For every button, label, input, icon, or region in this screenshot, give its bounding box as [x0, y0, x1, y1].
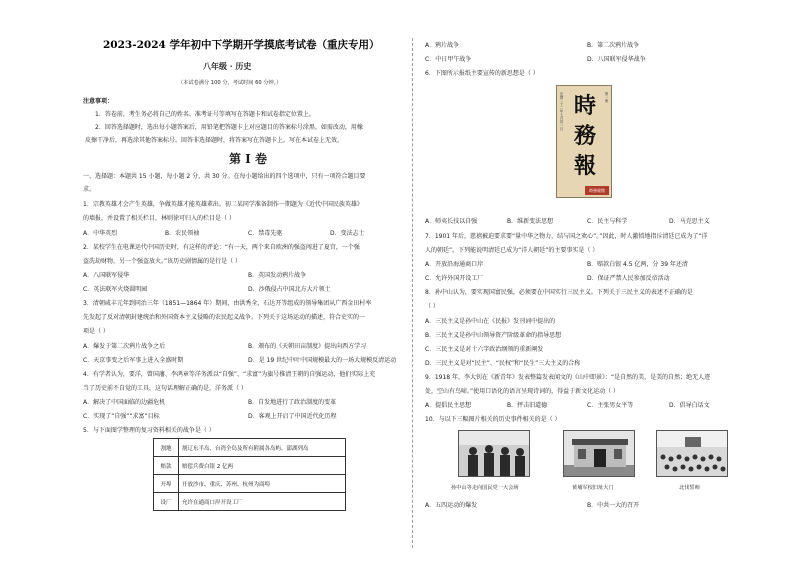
newspaper-title-char: 時 — [573, 93, 596, 119]
question-stem: 先发起了反对清朝封建统治和外国资本主义侵略的农民起义战争。下列关于这场运动的描述，符合史实的一 — [83, 314, 366, 321]
photo-caption: 北伐誓师 — [679, 485, 700, 491]
option-b: B．自发地进行了政治制度的变革 — [248, 399, 337, 406]
photo-caption: 孙中山等走向国民党一大会场 — [451, 485, 519, 491]
table-cell-header: 割地 — [154, 439, 179, 457]
column-divider — [412, 38, 413, 548]
question-stem: 9．1918 年，李大钊在《新青年》发表整篇发表闻文的《山中即景》：“是自然的美，是美的自然；绝无人迹 — [425, 374, 711, 381]
photo-caption: 黄埔军校旧址大门 — [572, 485, 614, 491]
option-c: C．天京事变之后军事上进入全盛时期 — [83, 357, 184, 364]
option-d: D．八国联军侵华战争 — [587, 56, 646, 63]
option-b: B．第二次鸦片战争 — [587, 42, 640, 49]
option-d: D．马克思主义 — [669, 218, 710, 225]
option-d: D．变法志士 — [330, 230, 365, 237]
option-a: A．三民主义是孙中山在《民报》发刊词中提出的 — [425, 318, 556, 325]
option-d: D．沙俄侵占中国北方大片领土 — [248, 286, 331, 293]
question-stem: 的墙报，并设置了相关栏目，林则徐可归入的栏目是（ ） — [83, 215, 235, 222]
newspaper-date-label: 光緒二十二年七月初一日 — [560, 92, 564, 131]
table-cell-header: 开埠 — [154, 475, 179, 493]
question-stem: 7．1901 年后，慈禧被迫要求要“量中华之物力，结与国之欢心”。”因此，时人激愤地指斥清廷已成为了“洋 — [425, 233, 708, 240]
question-stem: 10．与以下三幅图片相关的历史事件相关的是（ ） — [425, 416, 561, 423]
question-stem: 当了历史前不自觉的工具，这句话理解正确的是，洋务派（ ） — [83, 385, 247, 392]
photo-northern-expedition — [656, 430, 728, 477]
table-row — [154, 493, 346, 511]
photo-whampoa-gate — [563, 430, 635, 477]
option-d: D．三民主义是对“民主”、“民权”和“民生”三大主义的合称 — [425, 360, 581, 367]
option-c: C．英法联军火烧圆明园 — [83, 286, 148, 293]
question-stem: 处，空山有鸟啼。”使用口语化的语言呈现诗词的，得益于新文化运动（ ） — [425, 388, 620, 395]
option-a: A．鸦片战争 — [425, 42, 460, 49]
photo-delegates — [458, 430, 530, 477]
review-table — [153, 438, 346, 511]
newspaper-image — [556, 85, 612, 198]
question-stem: 盗洗劫财物，另一个强盗放火。”该历史剧情属的是行是（ ） — [83, 258, 242, 265]
option-c: C．禁毒先驱 — [248, 230, 283, 237]
section-intro: 求。 — [83, 186, 96, 193]
option-a: A．中华英烈 — [83, 230, 118, 237]
exam-subtitle: 八年级 · 历史 — [203, 61, 252, 71]
notice-item: 皮擦干净后，再选涂其他答案标号。回答非选择题时，将答案写在答题卡上。写在本试卷上无效。 — [85, 137, 344, 144]
option-d: D．保证严禁人民参加反帝活动 — [587, 275, 670, 282]
question-stem: 人的朝廷”。下列能说明清廷已成为“洋人朝廷”的主要事实是（ ） — [425, 247, 599, 254]
option-a: A．五四运动的爆发 — [425, 502, 478, 509]
table-cell: 割辽东半岛、台湾全岛及所有附属各岛屿、澎湖列岛 — [179, 439, 346, 457]
option-b: B．颁布的《天朝田亩制度》提出向西方学习 — [248, 343, 367, 350]
option-b: B．中共一大的召开 — [587, 502, 640, 509]
table-cell-header: 赔款 — [154, 457, 179, 475]
question-stem: 4．有学者认为，要洋，曾国藩、李鸿章等洋务派以“自强”、“求富”为旗号推清王朝的自强运动，他们实际上充 — [83, 371, 376, 378]
question-stem: 1．宗教英雄才会产生英雄，争做英雄才能英雄辈出。初二某同学准备制作一期题为《近代中国民族英雄》 — [83, 201, 363, 208]
exam-note: （本试卷满分 100 分，考试时间 60 分钟。） — [178, 80, 282, 86]
option-b: B．抨击旧道德 — [507, 402, 548, 409]
table-row — [154, 457, 346, 475]
option-b: B．三民主义是孙中山领导资产阶级革命的指导思想 — [425, 332, 562, 339]
table-row — [154, 439, 346, 457]
question-stem: 项是（ ） — [83, 328, 109, 335]
option-a: A．爆发于第二次鸦片战争之后 — [83, 343, 166, 350]
newspaper-title-char: 報 — [573, 153, 596, 179]
question-stem: （ ） — [425, 303, 439, 310]
section-title: 第 I 卷 — [229, 152, 267, 166]
option-b: B．赔款白银 4.5 亿两，分 39 年还清 — [587, 261, 688, 268]
question-stem: 8．孙中山认为，要实现国富民强，必须要在中国实行三民主义。下列关于三民主义的表述不正确的是 — [425, 289, 693, 296]
option-c: C．主张男女平等 — [587, 402, 634, 409]
newspaper-stamp: 時務報館 — [585, 186, 609, 195]
notice-item: 2．回答选择题时，选出每小题答案后，用铅笔把答题卡上对应题目的答案标号涂黑。如需改动，用橡 — [95, 124, 363, 131]
option-c: C．中日甲午战争 — [425, 56, 472, 63]
table-cell: 开放沙市、重庆、苏州、杭州为商埠 — [179, 475, 346, 493]
option-c: C．允许外国开设工厂 — [425, 275, 484, 282]
notice-heading: 注意事项： — [83, 98, 114, 105]
option-c: C．实现了“自强”“求富”目标 — [83, 413, 160, 420]
question-stem: 3．清朝咸丰元年到同治三年（1851—1864 年）期间，由洪秀全、石达开等组成的领导集团从广西金田村率 — [83, 300, 372, 307]
option-a: A．开放沿海通商口岸 — [425, 261, 484, 268]
newspaper-volume-label: 第一冊 — [605, 92, 609, 103]
option-b: B．农民领袖 — [165, 230, 200, 237]
table-cell: 赔偿兵费白银 2 亿两 — [179, 457, 346, 475]
option-b: B．维新变法思想 — [507, 218, 554, 225]
exam-title: 2023-2024 学年初中下学期开学摸底考试卷（重庆专用） — [103, 39, 380, 51]
option-c: C．三民主义是对十六字政治纲领的重新阐发 — [425, 346, 544, 353]
question-stem: 5．与下面图学整理的复习资料相关的战争是（ ） — [83, 427, 215, 434]
option-a: A．八国联军侵华 — [83, 272, 130, 279]
option-d: D．是 19 世纪中叶中国规模最大的一场大规模反清运动 — [248, 357, 397, 364]
option-a: A．解决了中国面临的边疆危机 — [83, 399, 166, 406]
table-cell-header: 设厂 — [154, 493, 179, 511]
newspaper-title-char: 務 — [573, 123, 596, 149]
option-a: A．提倡民主思想 — [425, 402, 472, 409]
option-d: D．客观上开启了中国近代化历程 — [248, 413, 337, 420]
option-c: C．民主与科学 — [587, 218, 628, 225]
option-b: B．英国发动鸦片战争 — [248, 272, 307, 279]
table-row — [154, 475, 346, 493]
option-a: A．师夷长技以自强 — [425, 218, 478, 225]
table-cell: 允许在通商口岸开设工厂 — [179, 493, 346, 511]
question-stem: 2．某校学生在电课运代中国历史时，有这样的评论：“有一天，两个来自欧洲的强盗闯进了夏宫，一个强 — [83, 244, 360, 251]
option-d: D．倡导白话文 — [669, 402, 710, 409]
question-stem: 6．下图所示报纸主要宣传的新思想是（ ） — [425, 70, 539, 77]
notice-item: 1．答卷前，考生务必将自己的姓名、准考证号等填写在答题卡和试卷指定位置上。 — [95, 111, 315, 118]
section-intro: 一、选择题：本题共 15 小题，每小题 2 分，共 30 分。在每小题给出的四个选项中，只有一项符合题目要 — [83, 173, 366, 180]
